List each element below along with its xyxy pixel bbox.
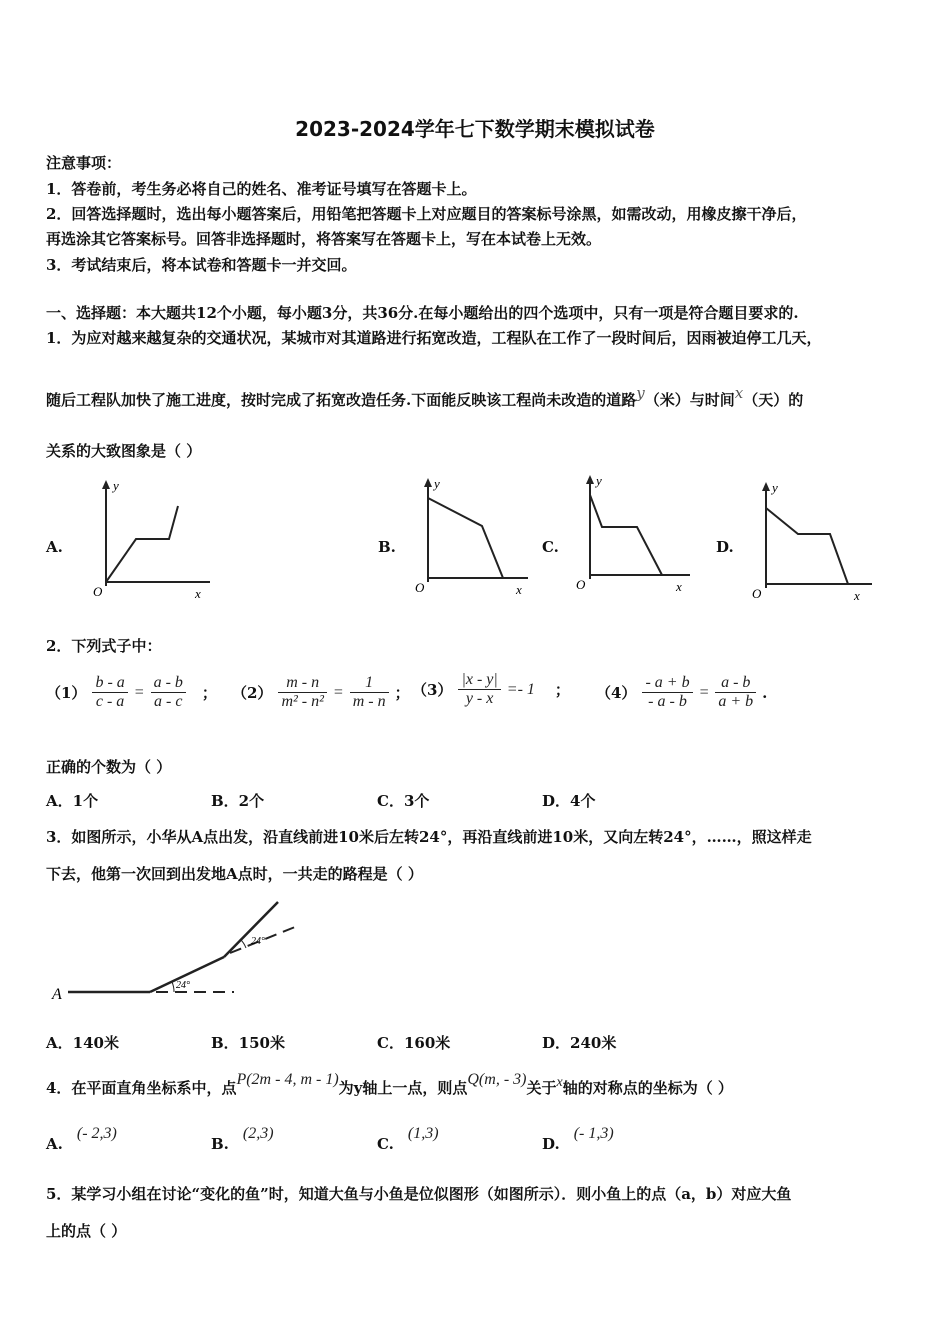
q2-expression-3: （3） $\frac{|x - y|}{y - x}$ =- 1 ； bbox=[412, 671, 570, 707]
point-p: P(2m - 4, m - 1) bbox=[236, 1071, 339, 1088]
var-x: x bbox=[556, 1075, 563, 1090]
svg-text:x: x bbox=[854, 588, 860, 603]
q3-option-a[interactable]: A．140米 bbox=[46, 1034, 119, 1052]
q2-expression-2: （2） $\frac{m - n}{\text{m² - n²}}$ = $\frac{1}{m - n}$ ； bbox=[232, 674, 410, 710]
q4-option-a[interactable]: A.(- 2,3) bbox=[46, 1125, 117, 1153]
q1-option-b-label[interactable]: B. bbox=[378, 538, 396, 556]
q3-option-d[interactable]: D．240米 bbox=[542, 1034, 617, 1052]
q4-option-d[interactable]: D.(- 1,3) bbox=[542, 1125, 614, 1153]
notice-heading: 注意事项： bbox=[46, 154, 122, 172]
q5-stem-line1: 5．某学习小组在讨论“变化的鱼”时，知道大鱼与小鱼是位似图形（如图所示）．则小鱼上的点（a，b）对应大鱼 bbox=[46, 1185, 792, 1203]
svg-text:O: O bbox=[752, 586, 762, 601]
q4-stem: 4．在平面直角坐标系中，点P(2m - 4, m - 1)为y轴上一点，则点Q(m, - 3)关于x轴的对称点的坐标为（ ） bbox=[46, 1071, 733, 1097]
q1-option-a-label[interactable]: A. bbox=[46, 538, 63, 556]
svg-text:O: O bbox=[576, 577, 586, 592]
q1-option-d-label[interactable]: D. bbox=[716, 538, 734, 556]
q1-stem-line1: 1．为应对越来越复杂的交通状况，某城市对其道路进行拓宽改造，工程队在工作了一段时间后，因雨被迫停工几天， bbox=[46, 329, 822, 347]
notice-item: 2．回答选择题时，选出每小题答案后，用铅笔把答题卡上对应题目的答案标号涂黑，如需改动，用橡皮擦干净后， bbox=[46, 205, 807, 223]
q4-option-c[interactable]: C.(1,3) bbox=[377, 1125, 439, 1153]
notice-item: 再选涂其它答案标号。回答非选择题时，将答案写在答题卡上，写在本试卷上无效。 bbox=[46, 230, 602, 248]
svg-text:x: x bbox=[676, 579, 682, 594]
y-axis-label: y bbox=[113, 478, 119, 493]
q2-stem: 2．下列式子中： bbox=[46, 637, 162, 655]
q3-stem-line1: 3．如图所示，小华从A点出发，沿直线前进10米后左转24°，再沿直线前进10米，又向左转24°，……，照这样走 bbox=[46, 828, 812, 846]
var-y: y bbox=[636, 384, 645, 402]
q2-option-b[interactable]: B．2个 bbox=[211, 792, 265, 810]
svg-text:y: y bbox=[596, 473, 602, 488]
point-a-label: A bbox=[52, 986, 62, 1003]
var-x: x bbox=[734, 384, 744, 402]
svg-text:O: O bbox=[415, 580, 425, 595]
svg-text:y: y bbox=[772, 480, 778, 495]
q1-graph-d bbox=[748, 478, 883, 608]
q2-option-c[interactable]: C．3个 bbox=[377, 792, 430, 810]
x-axis-label: x bbox=[195, 586, 201, 601]
q1-graph-a bbox=[86, 476, 226, 606]
q1-option-c-label[interactable]: C. bbox=[542, 538, 559, 556]
notice-item: 1．答卷前，考生务必将自己的姓名、准考证号填写在答题卡上。 bbox=[46, 180, 477, 198]
q3-figure bbox=[46, 895, 316, 1010]
notice-item: 3．考试结束后，将本试卷和答题卡一并交回。 bbox=[46, 256, 357, 274]
section-heading: 一、选择题：本大题共12个小题，每小题3分，共36分.在每小题给出的四个选项中，只有一项是符合题目要求的. bbox=[46, 304, 799, 322]
q2-expression-4: （4） $\frac{- a + b}{- a - b}$ = $\frac{a - b}{a + b}$ . bbox=[596, 674, 768, 710]
q2-question: 正确的个数为（ ） bbox=[46, 758, 172, 776]
q2-option-d[interactable]: D．4个 bbox=[542, 792, 596, 810]
origin-label: O bbox=[93, 584, 103, 599]
q3-option-c[interactable]: C．160米 bbox=[377, 1034, 451, 1052]
q5-stem-line2: 上的点（ ） bbox=[46, 1222, 127, 1240]
page-title: 2023-2024学年七下数学期末模拟试卷 bbox=[295, 117, 655, 141]
q1-stem-line3: 关系的大致图象是（ ） bbox=[46, 442, 202, 460]
q2-option-a[interactable]: A．1个 bbox=[46, 792, 99, 810]
angle-label: 24° bbox=[176, 980, 190, 991]
q1-stem-line2: 随后工程队加快了施工进度，按时完成了拓宽改造任务.下面能反映该工程尚未改造的道路y（米）与时间x（天）的 bbox=[46, 384, 804, 409]
point-q: Q(m, - 3) bbox=[467, 1071, 527, 1088]
svg-text:y: y bbox=[434, 476, 440, 491]
q1-graph-b bbox=[410, 476, 540, 601]
q3-option-b[interactable]: B．150米 bbox=[211, 1034, 285, 1052]
q1-graph-c bbox=[572, 473, 702, 598]
angle-label: 24° bbox=[251, 936, 265, 947]
q2-expression-1: （1） $\frac{b - a}{c - a}$ = $\frac{a - b}{a - c}$ ； bbox=[46, 674, 217, 710]
svg-text:x: x bbox=[516, 582, 522, 597]
q3-stem-line2: 下去，他第一次回到出发地A点时，一共走的路程是（ ） bbox=[46, 865, 423, 883]
q4-option-b[interactable]: B.(2,3) bbox=[211, 1125, 274, 1153]
